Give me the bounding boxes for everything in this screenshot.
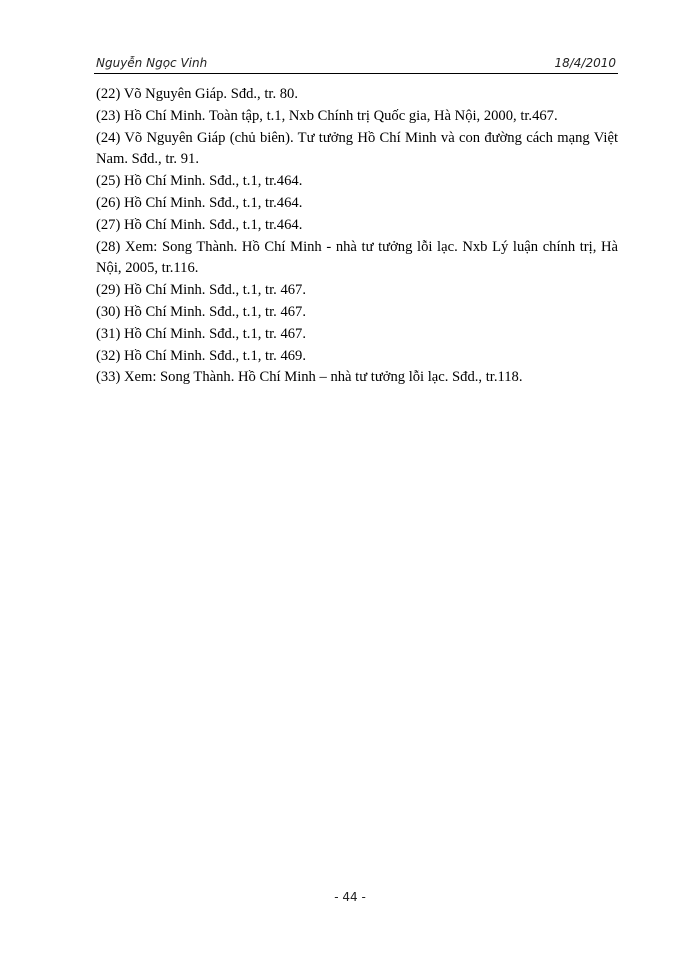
reference-item: (25) Hồ Chí Minh. Sđd., t.1, tr.464. — [96, 173, 303, 190]
header-divider — [94, 73, 618, 74]
reference-item: (31) Hồ Chí Minh. Sđd., t.1, tr. 467. — [96, 325, 306, 342]
reference-item: (32) Hồ Chí Minh. Sđd., t.1, tr. 469. — [96, 347, 306, 364]
reference-item: (23) Hồ Chí Minh. Toàn tập, t.1, Nxb Chính trị Quốc gia, Hà Nội, 2000, tr.467. — [96, 107, 558, 124]
reference-item: (29) Hồ Chí Minh. Sđd., t.1, tr. 467. — [96, 282, 306, 299]
reference-item: (33) Xem: Song Thành. Hồ Chí Minh – nhà tư tưởng lỗi lạc. Sđd., tr.118. — [96, 369, 523, 386]
header-date: 18/4/2010 — [554, 56, 616, 70]
reference-item: (28) Xem: Song Thành. Hồ Chí Minh - nhà tư tưởng lỗi lạc. Nxb Lý luận chính trị, Hà Nội, 2005, tr.116. — [96, 238, 618, 277]
reference-item: (26) Hồ Chí Minh. Sđd., t.1, tr.464. — [96, 194, 303, 211]
reference-item: (22) Võ Nguyên Giáp. Sđd., tr. 80. — [96, 86, 299, 102]
header-author: Nguyễn Ngọc Vinh — [96, 56, 208, 70]
reference-list — [96, 84, 618, 389]
reference-item: (24) Võ Nguyên Giáp (chủ biên). Tư tưởng Hồ Chí Minh và con đường cách mạng Việt Nam. Sđd., tr. 91. — [96, 129, 618, 168]
reference-item: (30) Hồ Chí Minh. Sđd., t.1, tr. 467. — [96, 303, 306, 320]
page-number: - 44 - — [334, 890, 366, 904]
page-header — [96, 50, 616, 70]
reference-item: (27) Hồ Chí Minh. Sđd., t.1, tr.464. — [96, 216, 303, 233]
